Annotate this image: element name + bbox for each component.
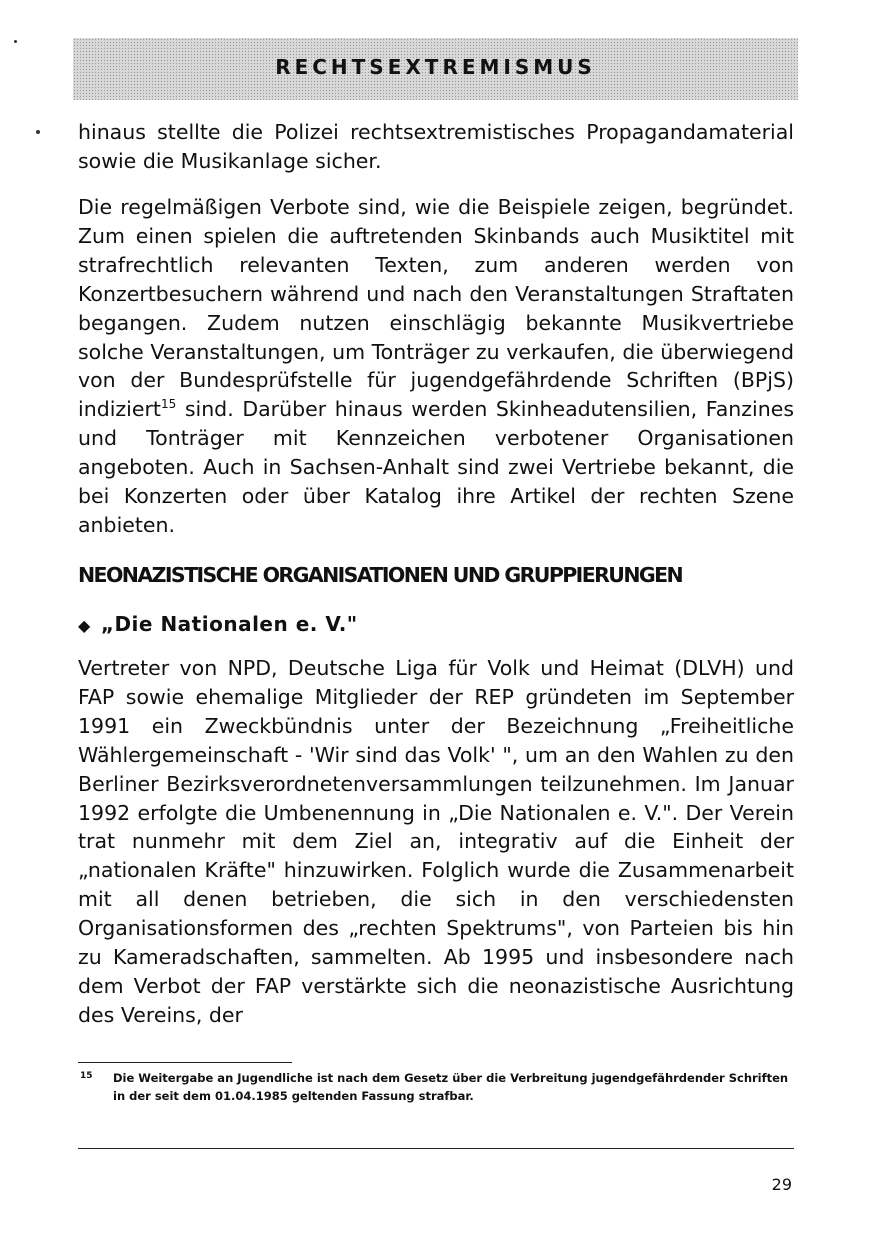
page-number: 29 — [771, 1175, 792, 1194]
paragraph-verbote — [78, 193, 794, 540]
footnote-divider — [78, 1062, 292, 1063]
running-header-title: RECHTSEXTREMISMUS — [275, 55, 596, 79]
footnote-mark: 15 — [80, 1071, 93, 1081]
section-heading: NEONAZISTISCHE ORGANISATIONEN UND GRUPPIERUNGEN — [78, 563, 683, 587]
sub-heading-text: „Die Nationalen e. V." — [100, 612, 358, 636]
paragraph-nationalen: Vertreter von NPD, Deutsche Liga für Volk und Heimat (DLVH) und FAP sowie ehemalige Mitglieder der REP gründeten im September 1991 ein Zweckbündnis unter der Bezeichnung „Freiheitliche Wählergemeinschaft - 'Wir sind das Volk' ", um an den Wahlen zu den Berliner Bezirksverordnetenversammlungen teilzunehmen. Im Januar 1992 erfolgte die Umbenennung in „Die Nationalen e. V.". Der Verein trat nunmehr mit dem Ziel an, integrativ auf die Einheit der „nationalen Kräfte" hinzuwirken. Folglich wurde die Zusammenarbeit mit all denen betrieben, die sich in den verschiedensten Organisationsformen des „rechten Spektrums", von Parteien bis hin zu Kameradschaften, sammelten. Ab 1995 und insbesondere nach dem Verbot der FAP verstärkte sich die neonazistische Ausrichtung des Vereins, der — [78, 656, 794, 1027]
diamond-bullet-icon: ◆ — [78, 616, 91, 635]
sub-heading — [78, 612, 358, 636]
footnote-text: Die Weitergabe an Jugendliche ist nach dem Gesetz über die Verbreitung jugendgefährdender Schriften in der seit dem 01.04.1985 geltenden Fassung strafbar. — [113, 1071, 789, 1103]
margin-mark — [36, 130, 40, 134]
footnote-reference: 15 — [160, 397, 177, 412]
paragraph-intro: hinaus stellte die Polizei rechtsextremistisches Propagandamaterial sowie die Musikanlage sicher. — [78, 120, 794, 173]
footnote — [80, 1069, 800, 1105]
margin-mark — [14, 40, 17, 43]
paragraph-text: sind. Darüber hinaus werden Skinheadutensilien, Fanzines und Tonträger mit Kennzeichen verbotener Organisationen angeboten. Auch in Sachsen-Anhalt sind zwei Vertriebe bekannt, die bei Konzerten oder über Katalog ihre Artikel der rechten Szene anbieten. — [78, 397, 794, 537]
paragraph-text: Die regelmäßigen Verbote sind, wie die Beispiele zeigen, begründet. Zum einen spielen die auftretenden Skinbands auch Musiktitel mit strafrechtlich relevanten Texten, zum anderen werden von Konzertbesuchern während und nach den Veranstaltungen Straftaten begangen. Zudem nutzen einschlägig bekannte Musikvertriebe solche Veranstaltungen, um Tonträger zu verkaufen, die überwiegend von der Bundesprüfstelle für jugendgefährdende Schriften (BPjS) indiziert — [78, 195, 794, 422]
page-bottom-divider — [78, 1148, 794, 1149]
